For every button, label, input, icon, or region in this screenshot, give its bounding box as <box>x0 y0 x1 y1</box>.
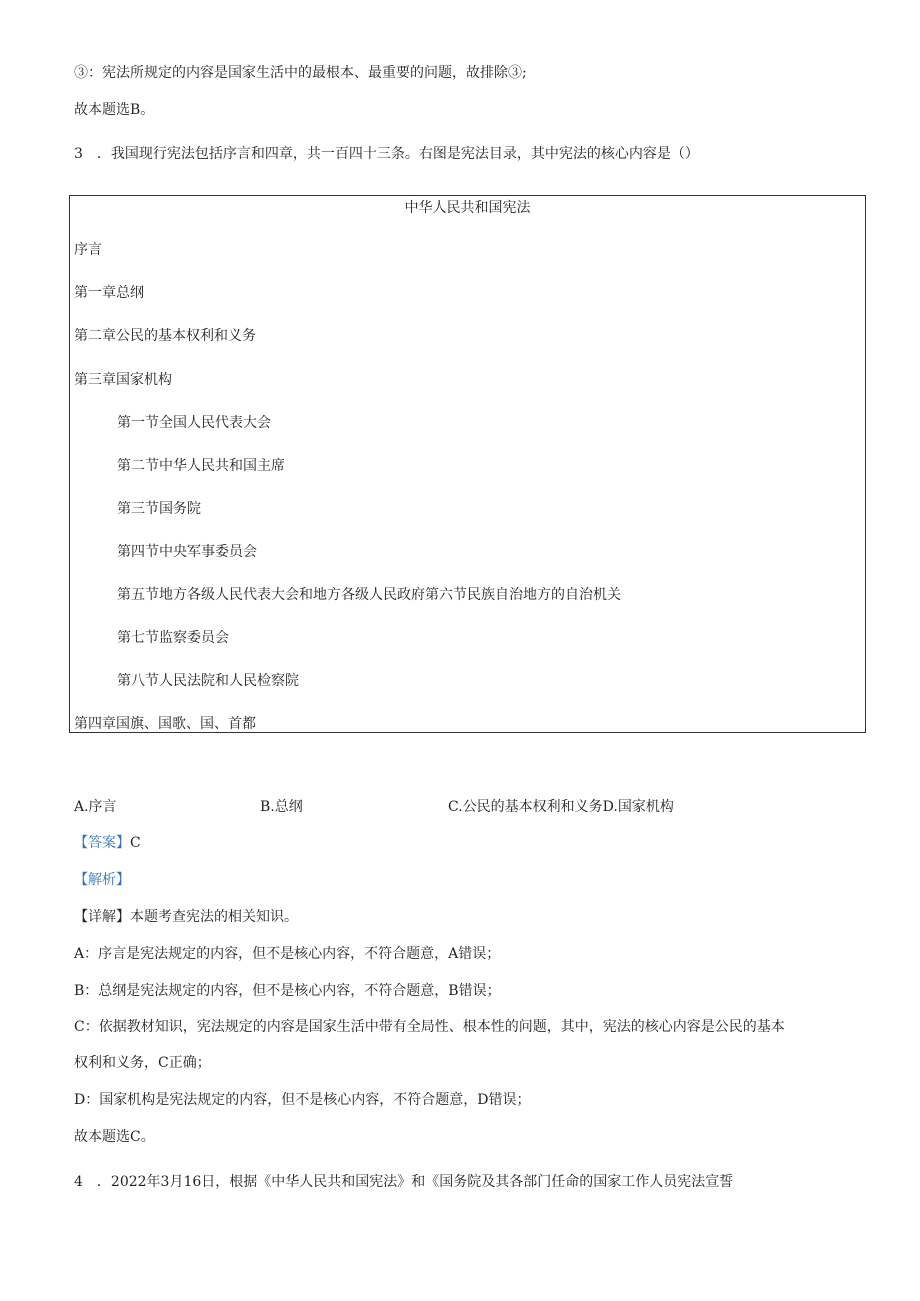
toc-section: 第二节中华人民共和国主席 <box>117 458 285 474</box>
toc-section: 第四节中央军事委员会 <box>117 544 257 560</box>
toc-chapter3: 第三章国家机构 <box>74 372 172 388</box>
toc-chapter1: 第一章总纲 <box>74 285 144 301</box>
answer-tag: 【答案】 <box>74 835 130 851</box>
constitution-toc-box <box>69 195 866 733</box>
toc-chapter4: 第四章国旗、国歌、国、首都 <box>74 716 256 732</box>
toc-section: 第八节人民法院和人民检察院 <box>117 673 299 689</box>
prev-analysis-item3: ③：宪法所规定的内容是国家生活中的最根本、最重要的问题，故排除③; <box>74 65 527 81</box>
analysis-c-line1: C：依据教材知识，宪法规定的内容是国家生活中带有全局性、根本性的问题，其中，宪法的核心内容是公民的基本 <box>74 1019 785 1035</box>
question4-stem: 4 ．2022年3月16日，根据《中华人民共和国宪法》和《国务院及其各部门任命的国家工作人员宪法宣誓 <box>74 1174 734 1190</box>
analysis-d: D：国家机构是宪法规定的内容，但不是核心内容，不符合题意，D错误； <box>74 1092 531 1108</box>
option-c-d: C.公民的基本权利和义务D.国家机构 <box>448 799 674 815</box>
option-a: A.序言 <box>74 799 117 815</box>
detail-line: 【详解】本题考查宪法的相关知识。 <box>74 909 298 925</box>
q3-conclusion: 故本题选C。 <box>74 1129 155 1145</box>
toc-section: 第七节监察委员会 <box>117 630 229 646</box>
answer-value: C <box>130 835 141 851</box>
toc-chapter2: 第二章公民的基本权利和义务 <box>74 328 256 344</box>
answer-line <box>74 833 141 853</box>
analysis-c-line2: 权利和义务，C正确； <box>74 1055 211 1071</box>
question3-stem: 3 ．我国现行宪法包括序言和四章，共一百四十三条。右图是宪法目录，其中宪法的核心内容是（） <box>74 146 699 162</box>
analysis-tag: 【解析】 <box>74 872 130 888</box>
toc-preamble: 序言 <box>74 242 102 258</box>
toc-section: 第一节全国人民代表大会 <box>117 415 271 431</box>
analysis-a: A：序言是宪法规定的内容，但不是核心内容，不符合题意，A错误； <box>74 946 501 962</box>
toc-section: 第五节地方各级人民代表大会和地方各级人民政府第六节民族自治地方的自治机关 <box>117 587 621 603</box>
prev-conclusion: 故本题选B。 <box>74 102 155 118</box>
analysis-b: B：总纲是宪法规定的内容，但不是核心内容，不符合题意，B错误； <box>74 983 501 999</box>
toc-title: 中华人民共和国宪法 <box>404 200 531 216</box>
option-b: B.总纲 <box>260 799 303 815</box>
toc-section: 第三节国务院 <box>117 501 201 517</box>
